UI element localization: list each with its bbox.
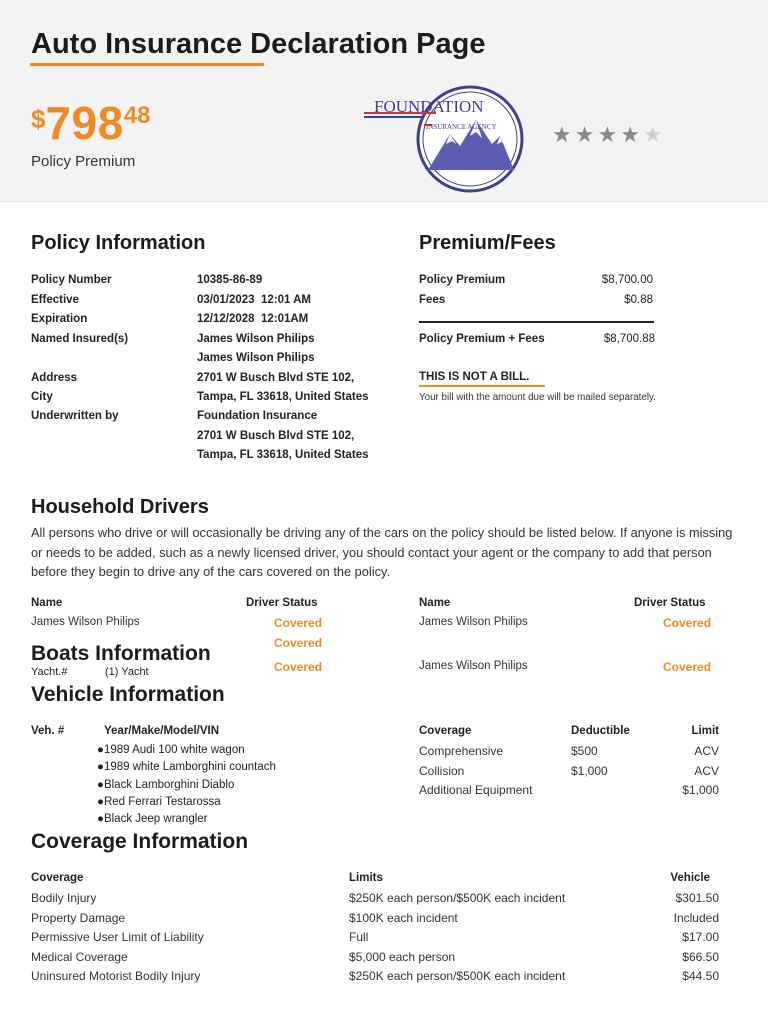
coverage-heading: Coverage Information: [31, 830, 249, 853]
header-band: [0, 0, 768, 202]
veh-coverage-name: Comprehensive: [419, 744, 504, 758]
veh-coverage-limit: $1,000: [682, 783, 719, 797]
city-value: Tampa, FL 33618, United States: [197, 391, 369, 403]
drivers-right-name-header: Name: [419, 597, 451, 609]
star-icon: ★: [597, 122, 618, 147]
veh-coverage-deductible: $500: [571, 744, 598, 758]
title-underline: [30, 63, 264, 66]
underwriter-address: 2701 W Busch Blvd STE 102,: [197, 430, 355, 442]
address-value: 2701 W Busch Blvd STE 102,: [197, 372, 355, 384]
logo-subtitle: INSURANCE AGENCY: [426, 123, 497, 131]
right-driver-name-1: James Wilson Philips: [419, 616, 528, 628]
vehicle-item: ●Black Lamborghini Diablo: [97, 779, 235, 791]
left-driver-name: James Wilson Philips: [31, 616, 140, 628]
underwritten-label: Underwritten by: [31, 410, 119, 422]
expiration-date: 12/12/2028 12:01AM: [197, 313, 309, 325]
coverage-row-vehicle: $44.50: [682, 969, 719, 983]
coverage-row-limits: $5,000 each person: [349, 950, 456, 964]
expiration-label: Expiration: [31, 313, 88, 325]
left-driver-status-2: Covered: [274, 636, 323, 650]
household-description: All persons who drive or will occasionally be driving any of the cars on the policy should be listed below. If anyone is missing or needs to be added, such as a newly licensed driver, you should contact your agent or the company to add that person before they begin to drive any of the cars covered on the policy.: [31, 525, 733, 579]
insured-name-2: James Wilson Philips: [197, 352, 315, 364]
coverage-row-limits: $100K each incident: [349, 911, 458, 925]
drivers-left-name-header: Name: [31, 597, 63, 609]
coverage-col-header: Coverage: [31, 872, 84, 884]
policy-heading: Policy Information: [31, 232, 206, 254]
not-a-bill: THIS IS NOT A BILL.: [419, 371, 530, 383]
coverage-row-limits: $250K each person/$500K each incident: [349, 891, 566, 905]
insured-label: Named Insured(s): [31, 333, 129, 345]
address-label: Address: [31, 372, 78, 384]
bill-note: Your bill with the amount due will be mailed separately.: [419, 392, 656, 403]
fees-label: Fees: [419, 294, 446, 306]
right-driver-status-2: Covered: [663, 660, 712, 674]
coverage-row-name: Uninsured Motorist Bodily Injury: [31, 969, 201, 983]
page-title: Auto Insurance Declaration Page: [31, 28, 486, 60]
veh-coverage-limit: ACV: [694, 764, 719, 778]
coverage-row-name: Permissive User Limit of Liability: [31, 930, 204, 944]
city-label: City: [31, 391, 53, 403]
vehicle-item: ●Black Jeep wrangler: [97, 813, 208, 825]
veh-deductible-header: Deductible: [571, 725, 630, 737]
left-driver-status-3: Covered: [274, 660, 323, 674]
coverage-row-vehicle: $66.50: [682, 950, 719, 964]
coverage-row-vehicle: $301.50: [675, 891, 719, 905]
total-divider: [419, 321, 654, 323]
vehicle-item: ●Red Ferrari Testarossa: [97, 796, 221, 808]
veh-coverage-name: Additional Equipment: [419, 783, 533, 797]
limits-col-header: Limits: [349, 872, 383, 884]
star-empty-icon: ★: [642, 122, 663, 147]
total-label: Policy Premium + Fees: [419, 333, 545, 345]
coverage-row-name: Bodily Injury: [31, 891, 97, 905]
fees-premium-value: $8,700.00: [601, 274, 653, 286]
coverage-row-vehicle: Included: [673, 911, 719, 925]
coverage-row-limits: Full: [349, 930, 369, 944]
star-rating: [552, 122, 666, 148]
vehicle-heading: Vehicle Information: [31, 683, 225, 706]
left-driver-status-1: Covered: [274, 616, 323, 630]
vehicle-item: ●1989 Audi 100 white wagon: [97, 744, 245, 756]
veh-coverage-deductible: $1,000: [571, 764, 608, 778]
total-value: $8,700.88: [603, 333, 655, 345]
premium-fees-heading: Premium/Fees: [419, 232, 556, 254]
drivers-right-status-header: Driver Status: [634, 597, 706, 609]
insured-name-1: James Wilson Philips: [197, 333, 315, 345]
underwriter-name: Foundation Insurance: [197, 410, 318, 422]
veh-ymmv-header: Year/Make/Model/VIN: [104, 725, 220, 737]
household-heading: Household Drivers: [31, 496, 209, 518]
vehicle-col-header: Vehicle: [670, 872, 710, 884]
drivers-left-status-header: Driver Status: [246, 597, 318, 609]
coverage-row-name: Property Damage: [31, 911, 126, 925]
underwriter-city: Tampa, FL 33618, United States: [197, 449, 369, 461]
veh-coverage-header: Coverage: [419, 725, 472, 737]
effective-date: 03/01/2023 12:01 AM: [197, 294, 312, 306]
premium-label: Policy Premium: [31, 153, 136, 170]
premium-whole: 798: [45, 97, 124, 149]
coverage-row-name: Medical Coverage: [31, 950, 128, 964]
vehicle-item: ●1989 white Lamborghini countach: [97, 761, 276, 773]
policy-number: 10385-86-89: [197, 274, 263, 286]
boat-label: Yacht.#: [31, 666, 68, 678]
right-driver-status-1: Covered: [663, 616, 712, 630]
coverage-row-vehicle: $17.00: [682, 930, 719, 944]
fees-value: $0.88: [624, 294, 653, 306]
veh-coverage-limit: ACV: [694, 744, 719, 758]
veh-limit-header: Limit: [691, 725, 719, 737]
effective-label: Effective: [31, 294, 79, 306]
logo-name: FOUNDATION: [374, 97, 484, 116]
not-a-bill-underline: [419, 385, 545, 387]
fees-premium-label: Policy Premium: [419, 274, 506, 286]
boats-heading: Boats Information: [31, 642, 211, 665]
foundation-logo: [364, 84, 534, 194]
boat-value: (1) Yacht: [105, 666, 149, 678]
coverage-row-limits: $250K each person/$500K each incident: [349, 969, 566, 983]
star-icon: ★: [620, 122, 640, 147]
veh-number-header: Veh. #: [31, 725, 65, 737]
premium-currency: $: [31, 104, 46, 134]
star-icon: ★: [552, 122, 572, 147]
policy-number-label: Policy Number: [31, 274, 112, 286]
star-icon: ★: [574, 122, 595, 147]
right-driver-name-2: James Wilson Philips: [419, 660, 528, 672]
premium-cents: 48: [123, 102, 151, 129]
premium-amount: [31, 96, 150, 150]
veh-coverage-name: Collision: [419, 764, 465, 778]
